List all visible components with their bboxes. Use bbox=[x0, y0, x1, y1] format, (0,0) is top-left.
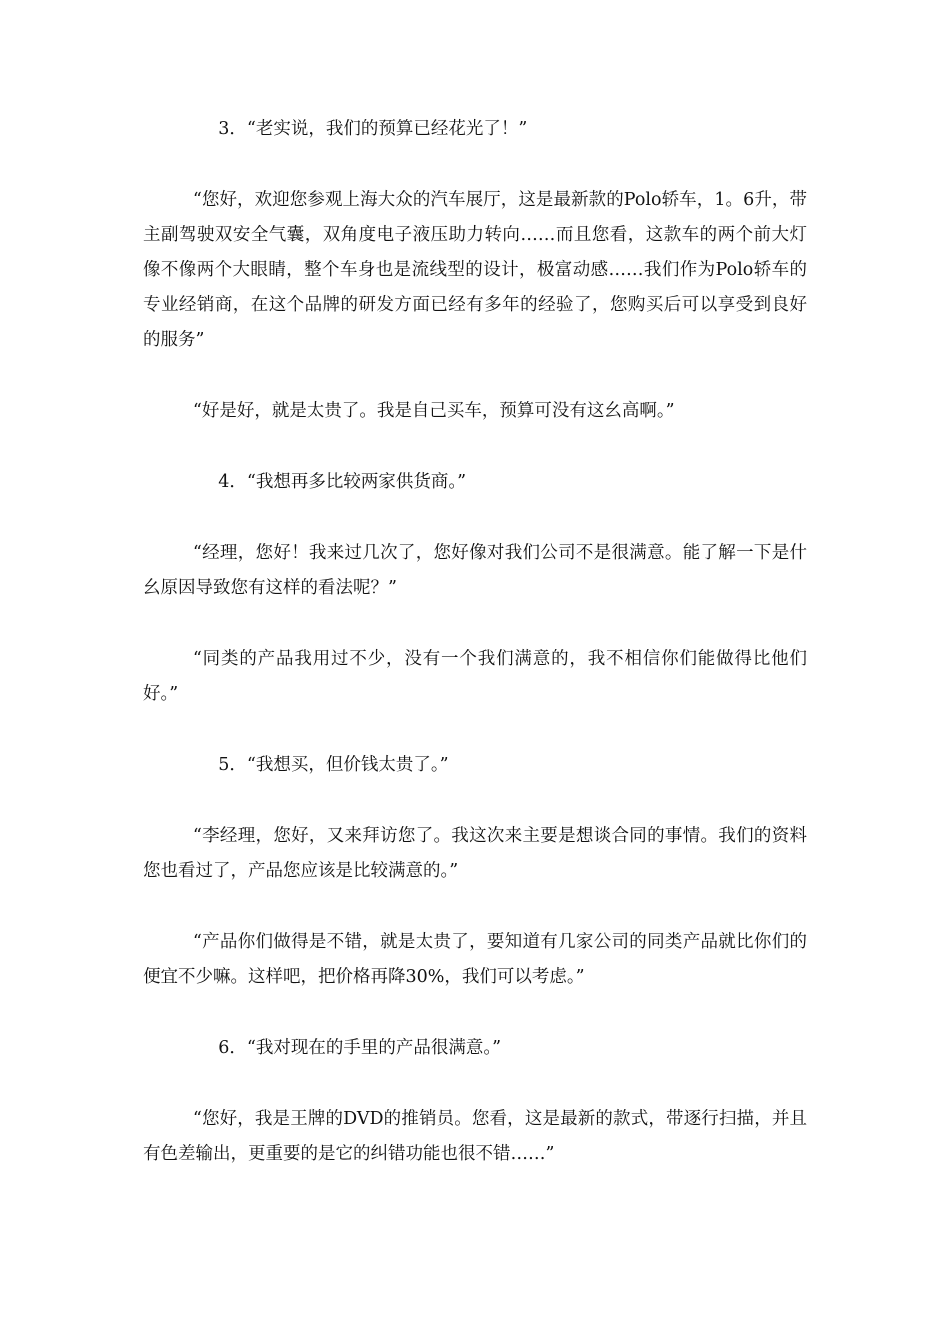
section-heading-4: 4．“我想再多比较两家供货商。” bbox=[218, 472, 467, 492]
dialogue-paragraph: “好是好，就是太贵了。我是自己买车，预算可没有这幺高啊。” bbox=[192, 401, 675, 421]
dialogue-paragraph: “产品你们做得是不错，就是太贵了，要知道有几家公司的同类产品就比你们的便宜不少嘛。这样吧，把价格再降30%，我们可以考虑。” bbox=[143, 932, 807, 987]
dialogue-paragraph: “您好，欢迎您参观上海大众的汽车展厅，这是最新款的Polo轿车，1。6升，带主副驾驶双安全气囊，双角度电子液压助力转向……而且您看，这款车的两个前大灯像不像两个大眼睛，整个车身也是流线型的设计，极富动感……我们作为Polo轿车的专业经销商，在这个品牌的研发方面已经有多年的经验了，您购买后可以享受到良好的服务” bbox=[143, 190, 807, 350]
dialogue-paragraph: “您好，我是王牌的DVD的推销员。您看，这是最新的款式，带逐行扫描，并且有色差输出，更重要的是它的纠错功能也很不错……” bbox=[143, 1109, 807, 1164]
section-heading-6: 6．“我对现在的手里的产品很满意。” bbox=[218, 1038, 502, 1058]
section-heading-5: 5．“我想买，但价钱太贵了。” bbox=[218, 755, 449, 775]
dialogue-paragraph: “经理，您好！我来过几次了，您好像对我们公司不是很满意。能了解一下是什幺原因导致您有这样的看法呢？” bbox=[143, 543, 807, 598]
dialogue-paragraph: “李经理，您好，又来拜访您了。我这次来主要是想谈合同的事情。我们的资料您也看过了，产品您应该是比较满意的。” bbox=[143, 826, 807, 881]
section-heading-3: 3．“老实说，我们的预算已经花光了！” bbox=[218, 119, 528, 139]
document-body bbox=[143, 112, 807, 1208]
dialogue-paragraph: “同类的产品我用过不少，没有一个我们满意的，我不相信你们能做得比他们好。” bbox=[143, 649, 807, 704]
